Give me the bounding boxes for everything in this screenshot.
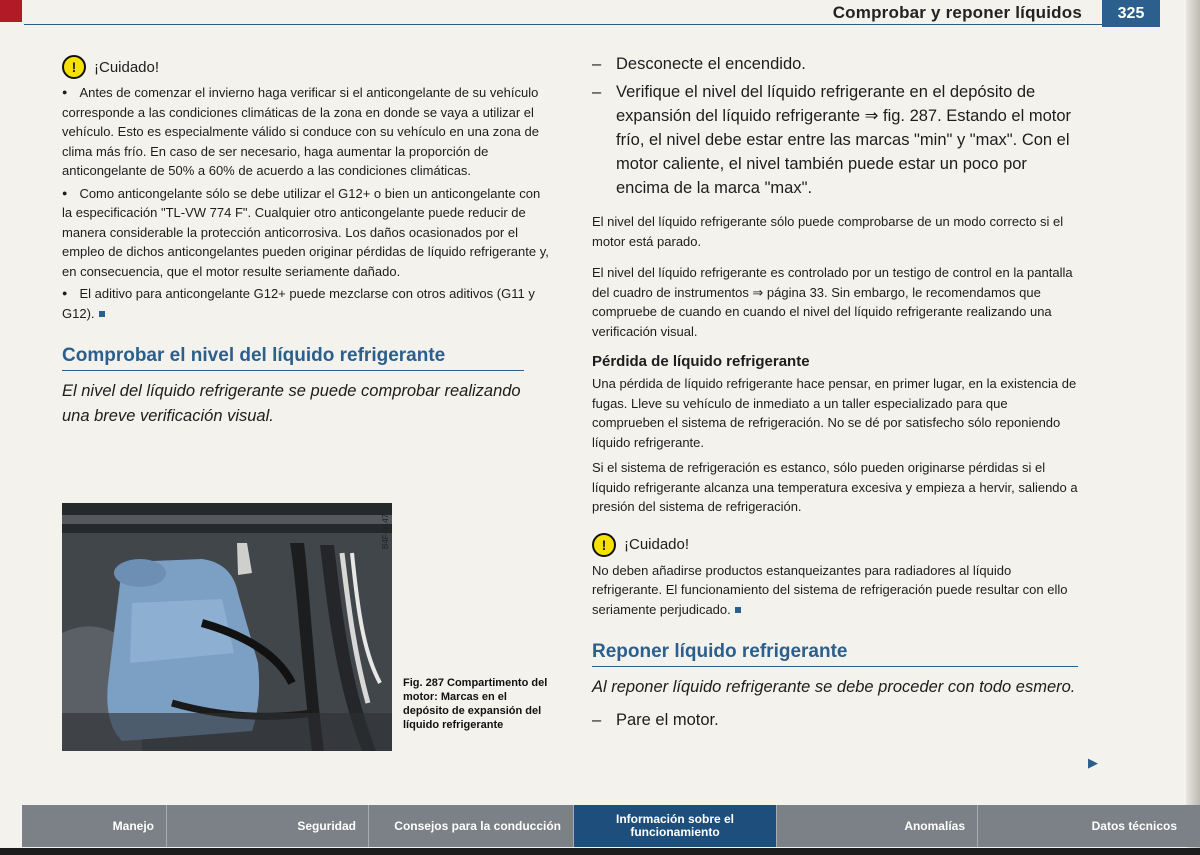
caution-header <box>592 533 1080 557</box>
caution-text: No deben añadirse productos estanqueizantes para radiadores al líquido refrigerante. El funcionamiento del sistema de refrigeración puede resultar con ello seriamente perjudicado. <box>592 562 1068 617</box>
page-number: 325 <box>1102 0 1160 27</box>
engine-compartment-image <box>62 503 392 751</box>
step-list <box>592 708 1080 732</box>
right-column <box>592 52 1080 736</box>
section-heading-refill-coolant: Reponer líquido refrigerante <box>592 641 1078 667</box>
figure-id: B4F-0147 <box>381 513 390 549</box>
nav-tab-consejos[interactable]: Consejos para la conducción <box>369 805 574 847</box>
footer-bar <box>0 848 1200 855</box>
body-paragraph: Si el sistema de refrigeración es estanco, sólo pueden originarse pérdidas si el líquido refrigerante alcanza una temperatura excesiva y empieza a hervir, saliendo a presión del sistema de refrigeración. <box>592 460 1078 514</box>
page-spine <box>1186 0 1200 855</box>
left-column <box>62 55 552 429</box>
end-mark-icon <box>99 311 105 317</box>
nav-tab-anomalias[interactable]: Anomalías <box>777 805 978 847</box>
nav-tab-datos-tecnicos[interactable]: Datos técnicos <box>1091 818 1177 833</box>
figure-caption: Fig. 287 Compartimento del motor: Marcas en el depósito de expansión del líquido refrigerante <box>403 677 548 731</box>
chapter-nav <box>22 805 1200 847</box>
header-rule <box>24 24 1122 25</box>
caution-title: ¡Cuidado! <box>94 58 160 76</box>
warning-circle-icon: ! <box>62 55 86 79</box>
nav-tab-informacion-active[interactable]: Información sobre el funcionamiento <box>574 805 777 847</box>
warning-circle-icon: ! <box>592 533 616 557</box>
nav-tab-seguridad[interactable]: Seguridad <box>167 805 369 847</box>
step-item: – Pare el motor. <box>592 708 1080 732</box>
caution-bullet: ● Antes de comenzar el invierno haga verificar si el anticongelante de su vehículo corresponde a las condiciones climáticas de la zona en donde se vaya a utilizar el vehículo. Esto es especialmente válido si conduce con su vehículo en una zona de clima más frío. En caso de ser necesario, haga aumentar la proporción de anticongelante de 50% a 60% de acuerdo a las condiciones climáticas. <box>62 83 552 181</box>
nav-tab-manejo[interactable]: Manejo <box>22 805 167 847</box>
body-paragraph: Una pérdida de líquido refrigerante hace pensar, en primer lugar, en la existencia de fugas. Lleve su vehículo de inmediato a un taller especializado para que comprueben el sistema de refrigeración. No se dé por satisfecho sólo reponiendo líquido refrigerante. <box>592 376 1077 450</box>
caution-bullet: ● El aditivo para anticongelante G12+ puede mezclarse con otros aditivos (G11 y G12). <box>62 284 552 323</box>
section-intro: Al reponer líquido refrigerante se debe proceder con todo esmero. <box>592 678 1076 696</box>
running-header-title: Comprobar y reponer líquidos <box>832 3 1082 22</box>
caution-bullet: ● Como anticongelante sólo se debe utilizar el G12+ o bien un anticongelante con la especificación "TL-VW 774 F". Cualquier otro anticongelante puede reducir de manera considerable la protección anticorrosiva. Los daños ocasionados por el empleo de dichos anticongelantes pueden originar pérdidas de líquido refrigerante y, en consecuencia, que el motor resulte seriamente dañado. <box>62 184 552 282</box>
caution-header <box>62 55 552 79</box>
step-list <box>592 52 1080 200</box>
section-heading-check-coolant: Comprobar el nivel del líquido refrigerante <box>62 345 524 371</box>
subheading-coolant-loss: Pérdida de líquido refrigerante <box>592 353 810 370</box>
arrow-right-icon[interactable]: ▶ <box>1088 755 1098 770</box>
figure-engine-compartment <box>62 503 392 751</box>
step-item: – Verifique el nivel del líquido refrigerante en el depósito de expansión del líquido refrigerante ⇒ fig. 287. Estando el motor frío, el nivel debe estar entre las marcas "min" y "max". Con el motor caliente, el nivel también puede estar un poco por encima de la marca "max". <box>592 80 1080 200</box>
step-item: – Desconecte el encendido. <box>592 52 1080 76</box>
top-accent-bar <box>0 0 22 22</box>
body-paragraph: El nivel del líquido refrigerante sólo puede comprobarse de un modo correcto si el motor está parado. <box>592 214 1064 249</box>
caution-title: ¡Cuidado! <box>624 536 690 553</box>
body-paragraph: El nivel del líquido refrigerante es controlado por un testigo de control en la pantalla del cuadro de instrumentos ⇒ página 33. Sin embargo, le recomendamos que compruebe de cuando en cuando el nivel del líquido refrigerante realizando una verificación visual. <box>592 265 1073 339</box>
section-intro: El nivel del líquido refrigerante se puede comprobar realizando una breve verificación visual. <box>62 382 521 425</box>
end-mark-icon <box>735 607 741 613</box>
